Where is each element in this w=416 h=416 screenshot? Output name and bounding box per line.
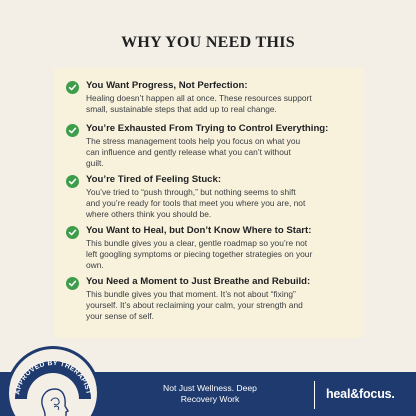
item-title: You Want Progress, Not Perfection:	[86, 80, 248, 91]
item-title: You’re Tired of Feeling Stuck:	[86, 174, 222, 185]
footer-tagline	[130, 383, 290, 405]
footer-divider	[314, 381, 315, 409]
page-title: WHY YOU NEED THIS	[121, 34, 295, 51]
item-line: Healing doesn’t happen all at once. These resources support	[86, 93, 312, 103]
item-body	[86, 93, 366, 115]
item-line: The stress management tools help you focus on what you	[86, 136, 301, 146]
item-line: your sense of self.	[86, 311, 154, 322]
tagline-line: Recovery Work	[180, 394, 240, 404]
item-title: You’re Exhausted From Trying to Control Everything:	[86, 123, 329, 134]
item-line: where others think you should be.	[86, 209, 212, 220]
item-line: small, sustainable steps that add up to real change.	[86, 104, 277, 115]
check-circle-icon	[66, 175, 79, 188]
check-circle-icon	[66, 81, 79, 94]
tagline-line: Not Just Wellness. Deep	[163, 383, 257, 393]
item-line: guilt.	[86, 158, 104, 169]
item-title: You Want to Heal, but Don’t Know Where to Start:	[86, 225, 312, 236]
head-silhouette-icon	[42, 389, 68, 416]
check-circle-icon	[66, 226, 79, 239]
item-line: This bundle gives you a clear, gentle roadmap so you’re not	[86, 238, 308, 248]
check-circle-icon	[66, 124, 79, 137]
item-line: own.	[86, 260, 104, 271]
item-line: left googling symptoms or piecing together strategies on your	[86, 249, 313, 260]
item-body	[86, 187, 366, 221]
item-line: and you’re ready for tools that meet you where you are, not	[86, 198, 306, 209]
item-body	[86, 238, 366, 272]
approved-badge	[6, 346, 100, 416]
check-circle-icon	[66, 277, 79, 290]
item-title: You Need a Moment to Just Breathe and Rebuild:	[86, 276, 311, 287]
item-body	[86, 289, 366, 323]
item-line: You’ve tried to “push through,” but nothing seems to shift	[86, 187, 296, 197]
item-line: yourself. It’s about reclaiming your calm, your strength and	[86, 300, 303, 311]
item-line: can influence and gently release what you can’t without	[86, 147, 291, 158]
badge-text: APPROVED BY THERAPIST	[14, 359, 92, 396]
brand-logo: heal&focus.	[326, 387, 395, 401]
item-body	[86, 136, 366, 170]
item-line: This bundle gives you that moment. It’s not about “fixing”	[86, 289, 296, 299]
